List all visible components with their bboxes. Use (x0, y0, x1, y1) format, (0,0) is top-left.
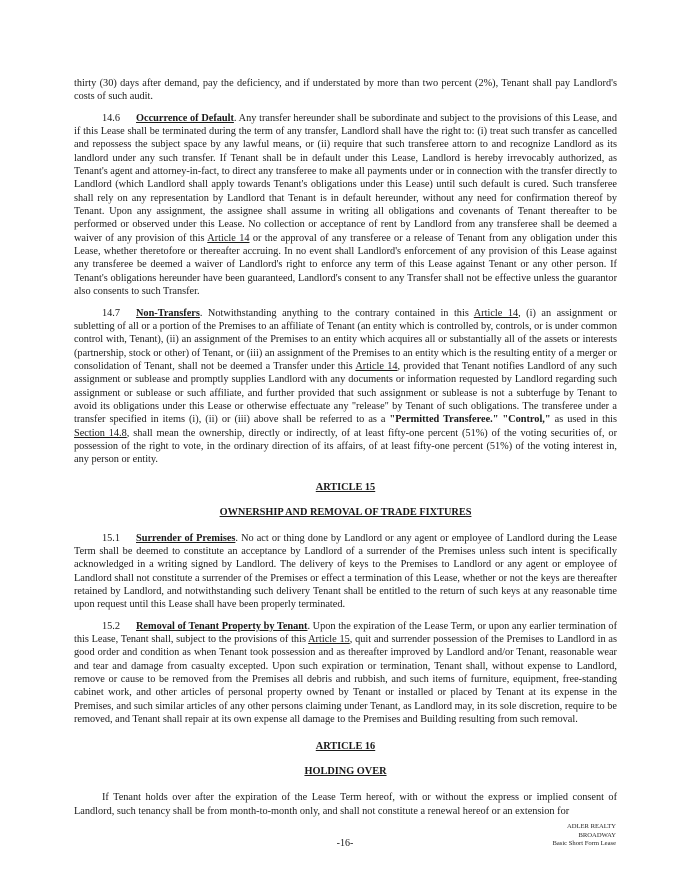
article-reference: Article 14 (473, 307, 519, 319)
section-15-2: 15.2 Removal of Tenant Property by Tenant. Upon the expiration of the Lease Term, or upon any earlier termination of this Lease, Tenant shall, subject to the provisions of this Article 15, quit and surrender possession of the Premises to Landlord in as good order and condition as when Tenant took possession and as thereafter improved by Landlord and/or Tenant, reasonable wear and tear and damage from casualty excepted. Upon such expiration or termination, Tenant shall, without expense to Landlord, remove or cause to be removed from the Premises all debris and rubbish, and such items of furniture, equipment, free-standing cabinet work, and other articles of personal property owned by Tenant or installed or placed by Tenant at its expense in the Premises, and such similar articles of any other persons claiming under Tenant, as Landlord may, in its sole discretion, require to be removed, and Tenant shall repair at its own expense all damage to the Premises and Building resulting from such removal. (74, 620, 617, 726)
section-heading: Surrender of Premises (136, 532, 236, 544)
defined-term: "Permitted Transferee." (389, 414, 499, 426)
section-heading: Occurrence of Default (136, 112, 234, 124)
section-number: 15.1 (102, 532, 121, 544)
paragraph-continuation: thirty (30) days after demand, pay the deficiency, and if understated by more than two percent (2%), Tenant shall pay Landlord's costs of such audit. (74, 78, 617, 103)
footer-line: ADLER REALTY (566, 823, 616, 830)
section-number: 15.2 (102, 620, 121, 632)
section-reference: Section 14.8 (74, 427, 127, 439)
article-reference: Article 14 (207, 232, 250, 244)
section-14-6: 14.6 Occurrence of Default. Any transfer hereunder shall be subordinate and subject to the provisions of this Lease, and if this Lease shall be terminated during the term of any transfer, Landlord shall have the right to: (i) treat such transfer as cancelled and repossess the subject space by any lawful means, or (ii) require that such transferee attorn to and recognize Landlord as its landlord under any such transfer. If Tenant shall be in default under this Lease, Landlord is hereby irrevocably authorized, as Tenant's agent and attorney-in-fact, to direct any transferee to make all payments under or in connection with the transfer directly to Landlord (which Landlord shall apply towards Tenant's obligations under this Lease) until such default is cured. Such transferee shall rely on any representation by Landlord that Tenant is in default hereunder, without any need for confirmation thereof by Tenant. Upon any assignment, the assignee shall assume in writing all obligations and covenants of Tenant thereafter to be performed or observed under this Lease. No collection or acceptance of rent by Landlord from any transferee shall be deemed a waiver of any provision of this Article 14 or the approval of any transferee or a release of Tenant from any obligation under this Lease, whether theretofore or thereafter accruing. In no event shall Landlord's enforcement of any provision of this Lease against any transferee be deemed a waiver of Landlord's right to enforce any term of this Lease against Tenant or any other person. If Tenant's obligations hereunder have been guaranteed, Landlord's consent to any Transfer shall not be effective unless the guarantor also consents to such Transfer. (74, 112, 618, 298)
article-title: OWNERSHIP AND REMOVAL OF TRADE FIXTURES (219, 506, 472, 518)
section-heading: Non-Transfers (136, 307, 200, 319)
paragraph-holding-over: If Tenant holds over after the expiration of the Lease Term hereof, with or without the express or implied consent of Landlord, such tenancy shall be from month-to-month only, and shall not constitute a renewal hereof or an extension for (74, 792, 617, 817)
section-heading: Removal of Tenant Property by Tenant (136, 620, 308, 632)
article-reference: Article 14 (355, 360, 398, 372)
section-14-7: 14.7 Non-Transfers. Notwithstanding anything to the contrary contained in this Article 14, (i) an assignment or subletting of all or a portion of the Premises to an affiliate of Tenant (an entity which is controlled by, controls, or is under common control with, Tenant), (ii) an assignment of the Premises to an entity which acquires all or substantially all of the assets or interests (partnership, stock or other) of Tenant, or (iii) an assignment of the Premises to an entity which is the resulting entity of a merger or consolidation of Tenant, shall not be deemed a Transfer under this Article 14, provided that Tenant notifies Landlord of any such assignment or sublease and promptly supplies Landlord with any documents or information requested by Landlord regarding such assignment or sublease or such affiliate, and further provided that such assignment or sublease is not a subterfuge by Tenant to avoid its obligations under this Lease or otherwise effectuate any "release" by Tenant of such obligations. The transferee under a transfer specified in items (i), (ii) or (iii) above shall be referred to as a "Permitted Transferee." "Control," as used in this Section 14.8, shall mean the ownership, directly or indirectly, of at least fifty-one percent (51%) of the voting securities of, or possession of the right to vote, in the ordinary direction of its affairs, of at least fifty-one percent (51%) of the voting interest in, any person or entity. (74, 307, 618, 466)
defined-term: "Control," (502, 414, 551, 426)
article-label: ARTICLE 15 (315, 481, 376, 493)
article-reference: Article 15 (308, 634, 350, 646)
footer-line: BROADWAY (578, 831, 616, 839)
section-15-1: 15.1 Surrender of Premises. No act or thing done by Landlord or any agent or employee of Landlord during the Lease Term shall be deemed to constitute an acceptance by Landlord of a surrender of the Premises unless such intent is specifically acknowledged in a writing signed by Landlord. The delivery of keys to the Premises to Landlord or any agent or employee of Landlord shall not constitute a surrender of the Premises or effect a termination of this Lease, whether or not the keys are thereafter retained by Landlord, and notwithstanding such delivery Tenant shall be entitled to the return of such keys at any reasonable time upon request until this Lease shall have been properly terminated. (74, 532, 617, 611)
document-body (74, 77, 617, 818)
section-number: 14.6 (102, 112, 121, 124)
footer-document-id (552, 823, 616, 849)
section-number: 14.7 (102, 307, 121, 319)
footer-line: Basic Short Form Lease (552, 840, 616, 847)
page-number: -16- (336, 838, 354, 849)
article-title: HOLDING OVER (304, 766, 387, 778)
article-label: ARTICLE 16 (315, 741, 376, 753)
